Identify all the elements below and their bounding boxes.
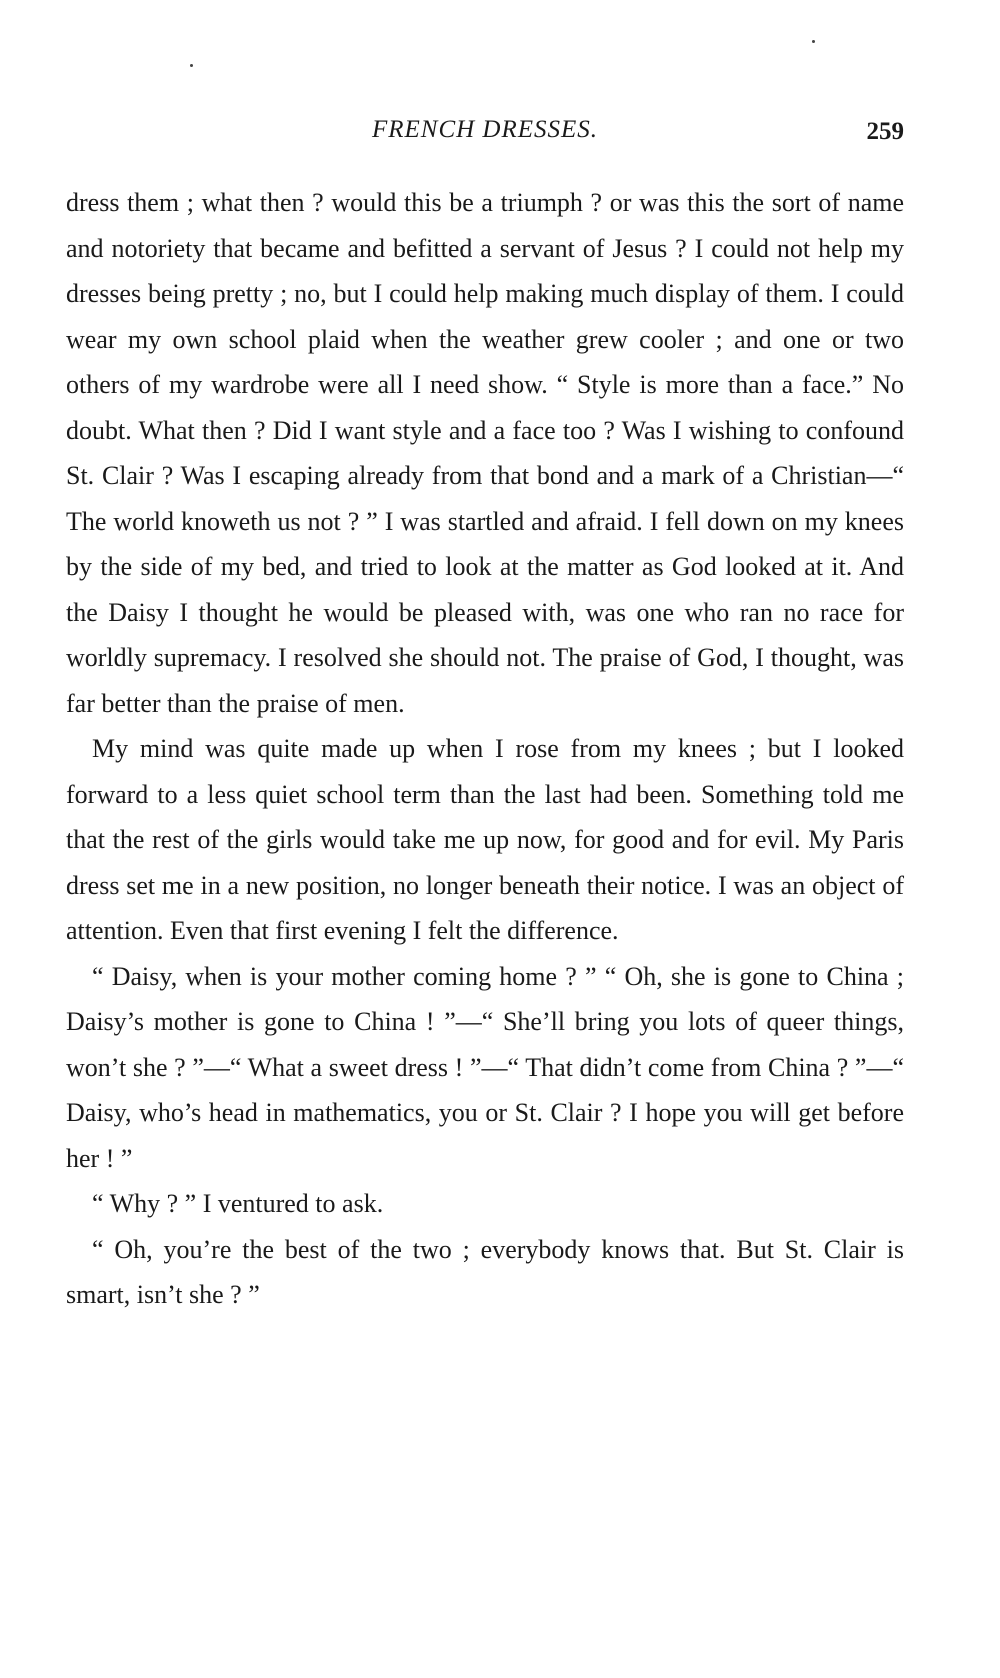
body-text <box>66 180 904 1318</box>
running-title: FRENCH DRESSES. <box>371 116 599 143</box>
paragraph: “ Why ? ” I ventured to ask. <box>92 1189 384 1218</box>
print-speck <box>812 40 815 43</box>
paragraph: “ Daisy, when is your mother coming home ? ” “ Oh, she is gone to China ; Daisy’s mother is gone to China ! ”—“ She’ll bring you lots of queer things, won’t she ? ”—“ What a sweet dress ! ”—“ That didn’t come from China ? ”—“ Daisy, who’s head in mathematics, you or St. Clair ? I hope you will get before her ! ” <box>66 961 904 1173</box>
paragraph: My mind was quite made up when I rose from my knees ; but I looked forward to a less quiet school term than the last had been. Something told me that the rest of the girls would take me up now, for good and for evil. My Paris dress set me in a new position, no longer beneath their notice. I was an object of attention. Even that first evening I felt the difference. <box>66 734 904 945</box>
paragraph: dress them ; what then ? would this be a triumph ? or was this the sort of name and notoriety that became and befitted a servant of Jesus ? I could not help my dresses being pretty ; no, but I could help making much display of them. I could wear my own school plaid when the weather grew cooler ; and one or two others of my wardrobe were all I need show. “ Style is more than a face.” No doubt. What then ? Did I want style and a face too ? Was I wishing to confound St. Clair ? Was I escaping already from that bond and a mark of a Christian—“ The world knoweth us not ? ” I was startled and afraid. I fell down on my knees by the side of my bed, and tried to look at the matter as God looked at it. And the Daisy I thought he would be pleased with, was one who ran no race for worldly supremacy. I resolved she should not. The praise of God, I thought, was far better than the praise of men. <box>66 188 904 718</box>
paragraph: “ Oh, you’re the best of the two ; everybody knows that. But St. Clair is smart, isn’t she ? ” <box>66 1234 904 1309</box>
page-header <box>66 116 904 156</box>
print-speck <box>190 64 193 67</box>
page-number: 259 <box>866 118 904 145</box>
